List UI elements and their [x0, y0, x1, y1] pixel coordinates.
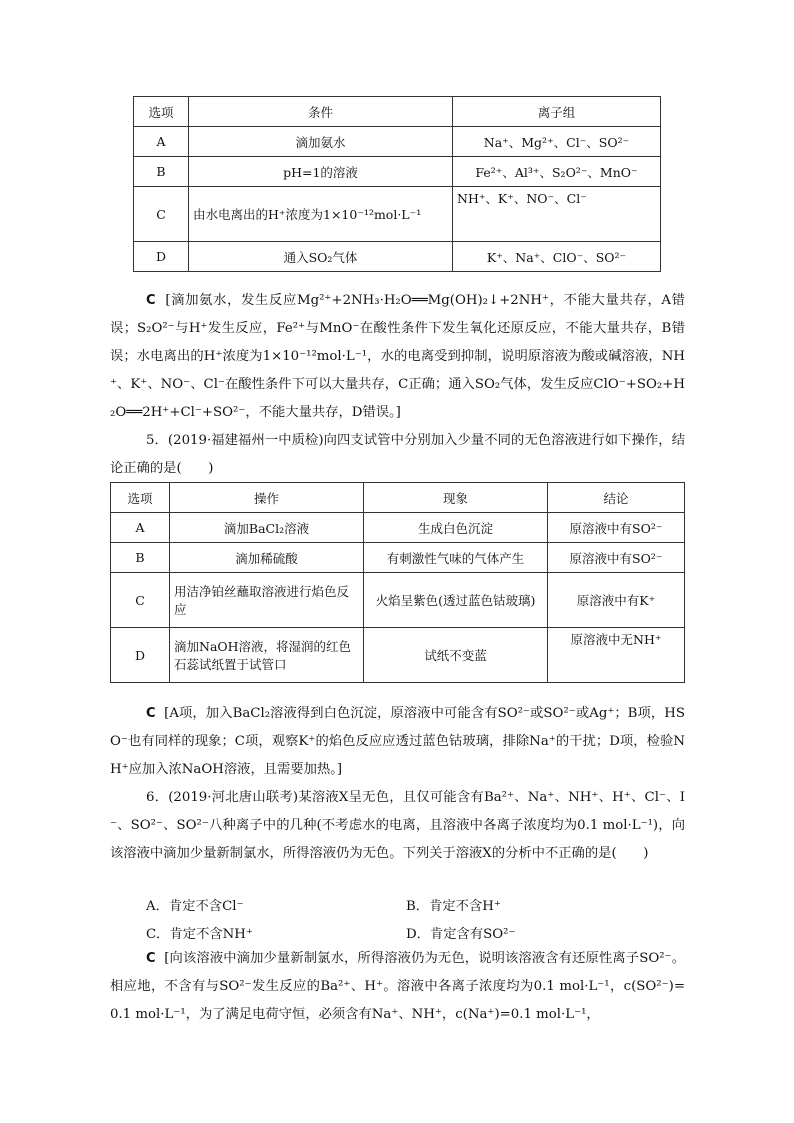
option-cell: B: [111, 543, 170, 573]
table-row: [111, 543, 685, 573]
answer-letter: C: [146, 706, 156, 721]
condition-cell: 通入SO₂气体: [189, 242, 453, 272]
column-header: 条件: [189, 97, 453, 127]
option-c: C．肯定不含NH⁺: [146, 927, 253, 942]
table-row: [111, 513, 685, 543]
option-cell: A: [134, 127, 189, 157]
operation-cell: 滴加稀硫酸: [170, 543, 364, 573]
ion-condition-table: [133, 96, 661, 272]
table-row: [134, 127, 661, 157]
option-cell: D: [134, 242, 189, 272]
column-header: 选项: [134, 97, 189, 127]
ions-cell: K⁺、Na⁺、ClO⁻、SO²⁻: [453, 242, 661, 272]
table-header-row: [134, 97, 661, 127]
answer-letter: C: [146, 951, 156, 966]
answer-letter: C: [146, 293, 156, 308]
table-row: [134, 242, 661, 272]
condition-cell: pH=1的溶液: [189, 157, 453, 187]
column-header: 结论: [548, 483, 685, 513]
experiment-table: [110, 482, 685, 683]
explanation-q6: [110, 945, 685, 1029]
column-header: 离子组: [453, 97, 661, 127]
table-row: [111, 573, 685, 628]
table-row: [134, 187, 661, 242]
phenomenon-cell: 有刺激性气味的气体产生: [364, 543, 548, 573]
explanation-text: [向该溶液中滴加少量新制氯水，所得溶液仍为无色，说明该溶液含有还原性离子SO²⁻。相应地，不含有与SO²⁻发生反应的Ba²⁺、H⁺。溶液中各离子浓度均为0.1 mol·L⁻¹，c(SO²⁻)=0.1 mol·L⁻¹，为了满足电荷守恒，必须含有Na⁺、NH⁺，c(Na⁺)=0.1 mol·L⁻¹，: [110, 951, 685, 1022]
condition-cell: 由水电离出的H⁺浓度为1×10⁻¹²mol·L⁻¹: [189, 187, 453, 242]
phenomenon-cell: 生成白色沉淀: [364, 513, 548, 543]
option-cell: C: [134, 187, 189, 242]
ions-cell: Na⁺、Mg²⁺、Cl⁻、SO²⁻: [453, 127, 661, 157]
question-6: 6．(2019·河北唐山联考)某溶液X呈无色，且仅可能含有Ba²⁺、Na⁺、NH⁺、H⁺、Cl⁻、I⁻、SO²⁻、SO²⁻八种离子中的几种(不考虑水的电离，且溶液中各离子浓度均为0.1 mol·L⁻¹)，向该溶液中滴加少量新制氯水，所得溶液仍为无色。下列关于溶液X的分析中不正确的是( ): [110, 790, 685, 861]
explanation-q4: [110, 287, 685, 427]
conclusion-cell: 原溶液中有SO²⁻: [548, 513, 685, 543]
option-d: D．肯定含有SO²⁻: [406, 927, 516, 942]
conclusion-cell: 原溶液中无NH⁺: [548, 628, 685, 683]
explanation-text: [A项，加入BaCl₂溶液得到白色沉淀，原溶液中可能含有SO²⁻或SO²⁻或Ag⁺；B项，HSO⁻也有同样的现象；C项，观察K⁺的焰色反应应透过蓝色钴玻璃，排除Na⁺的干扰；D项，检验NH⁺应加入浓NaOH溶液，且需要加热。]: [110, 706, 685, 777]
column-header: 选项: [111, 483, 170, 513]
explanation-q5: [110, 700, 685, 784]
table-row: [111, 628, 685, 683]
option-cell: C: [111, 573, 170, 628]
explanation-text: [滴加氨水，发生反应Mg²⁺+2NH₃·H₂O══Mg(OH)₂↓+2NH⁺，不能大量共存，A错误；S₂O²⁻与H⁺发生反应，Fe²⁺与MnO⁻在酸性条件下发生氧化还原反应，不能大量共存，B错误；水电离出的H⁺浓度为1×10⁻¹²mol·L⁻¹，水的电离受到抑制，说明原溶液为酸或碱溶液，NH⁺、K⁺、NO⁻、Cl⁻在酸性条件下可以大量共存，C正确；通入SO₂气体，发生反应ClO⁻+SO₂+H₂O══2H⁺+Cl⁻+SO²⁻，不能大量共存，D错误。]: [110, 293, 685, 420]
table-header-row: [111, 483, 685, 513]
operation-cell: 滴加NaOH溶液，将湿润的红色石蕊试纸置于试管口: [170, 628, 364, 683]
option-cell: A: [111, 513, 170, 543]
option-b: B．肯定不含H⁺: [406, 899, 501, 914]
column-header: 现象: [364, 483, 548, 513]
option-a: A．肯定不含Cl⁻: [146, 899, 244, 914]
option-cell: B: [134, 157, 189, 187]
phenomenon-cell: 火焰呈紫色(透过蓝色钴玻璃): [364, 573, 548, 628]
operation-cell: 滴加BaCl₂溶液: [170, 513, 364, 543]
condition-cell: 滴加氨水: [189, 127, 453, 157]
option-cell: D: [111, 628, 170, 683]
ions-cell: Fe²⁺、Al³⁺、S₂O²⁻、MnO⁻: [453, 157, 661, 187]
operation-cell: 用洁净铂丝蘸取溶液进行焰色反应: [170, 573, 364, 628]
conclusion-cell: 原溶液中有SO²⁻: [548, 543, 685, 573]
conclusion-cell: 原溶液中有K⁺: [548, 573, 685, 628]
phenomenon-cell: 试纸不变蓝: [364, 628, 548, 683]
ions-cell: NH⁺、K⁺、NO⁻、Cl⁻: [453, 187, 661, 242]
column-header: 操作: [170, 483, 364, 513]
table-row: [134, 157, 661, 187]
question-5: 5．(2019·福建福州一中质检)向四支试管中分别加入少量不同的无色溶液进行如下操作，结论正确的是( ): [110, 433, 685, 476]
